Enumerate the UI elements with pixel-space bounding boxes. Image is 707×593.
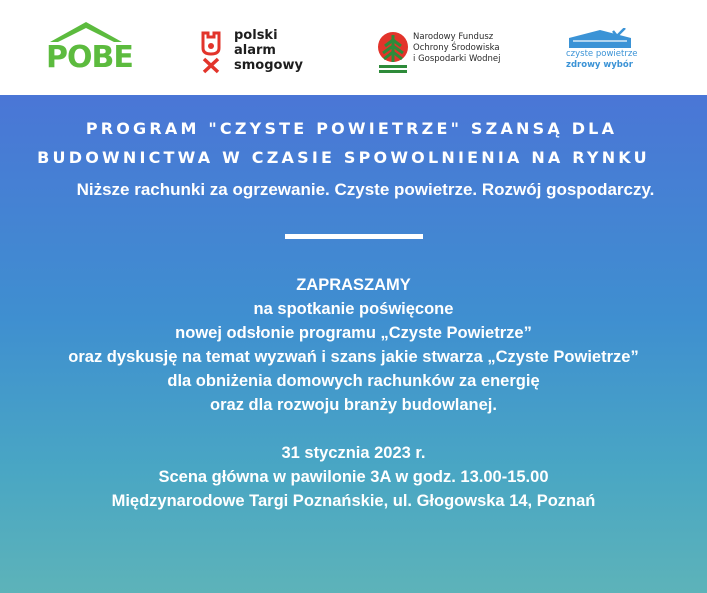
event-venue: Scena główna w pawilonie 3A w godz. 13.00-15.00 (158, 468, 549, 486)
nfosigw-logo (376, 30, 511, 74)
invite-line: oraz dla rozwoju branży budowlanej. (210, 396, 497, 414)
nfosigw-text (413, 32, 500, 65)
alarm-smog-icon (200, 30, 222, 74)
nfosigw-line: Narodowy Fundusz (413, 32, 494, 42)
event-details (0, 441, 707, 513)
invite-line: ZAPRASZAMY (296, 276, 411, 294)
tagline: Niższe rachunki za ogrzewanie. Czyste powietrze. Rozwój gospodarczy. (76, 180, 655, 199)
polski-alarm-smogowy-text (234, 28, 303, 73)
psa-line: polski (234, 28, 278, 43)
headline-line-2: BUDOWNICTWA W CZASIE SPOWOLNIENIA NA RYNKU (37, 148, 650, 167)
house-check-icon (567, 28, 633, 48)
invite-line: oraz dyskusję na temat wyzwań i szans jakie stwarza „Czyste Powietrze” (68, 348, 639, 366)
invite-line: na spotkanie poświęcone (253, 300, 454, 318)
czyste-powietrze-text (566, 49, 638, 70)
invite-line: nowej odsłonie programu „Czyste Powietrze” (175, 324, 532, 342)
divider (285, 234, 423, 239)
pobe-logo (46, 20, 133, 75)
polski-alarm-smogowy-logo (200, 28, 310, 76)
event-address: Międzynarodowe Targi Poznańskie, ul. Głogowska 14, Poznań (111, 492, 596, 510)
psa-line: alarm (234, 43, 276, 58)
nfosigw-line: Ochrony Środowiska (413, 43, 500, 53)
invitation-text (0, 273, 707, 417)
nfosigw-emblem-icon (376, 30, 410, 74)
headline-line-1: PROGRAM "CZYSTE POWIETRZE" SZANSĄ DLA (85, 119, 618, 138)
nfosigw-line: i Gospodarki Wodnej (413, 54, 501, 64)
cp-line: zdrowy wybór (566, 59, 633, 70)
psa-line: smogowy (234, 58, 303, 73)
pobe-logo-text: POBE (46, 40, 133, 75)
czyste-powietrze-logo (566, 28, 636, 74)
logo-bar (0, 0, 707, 95)
event-date: 31 stycznia 2023 r. (281, 444, 426, 462)
cp-line: czyste powietrze (566, 49, 638, 59)
invite-line: dla obniżenia domowych rachunków za energię (167, 372, 540, 390)
